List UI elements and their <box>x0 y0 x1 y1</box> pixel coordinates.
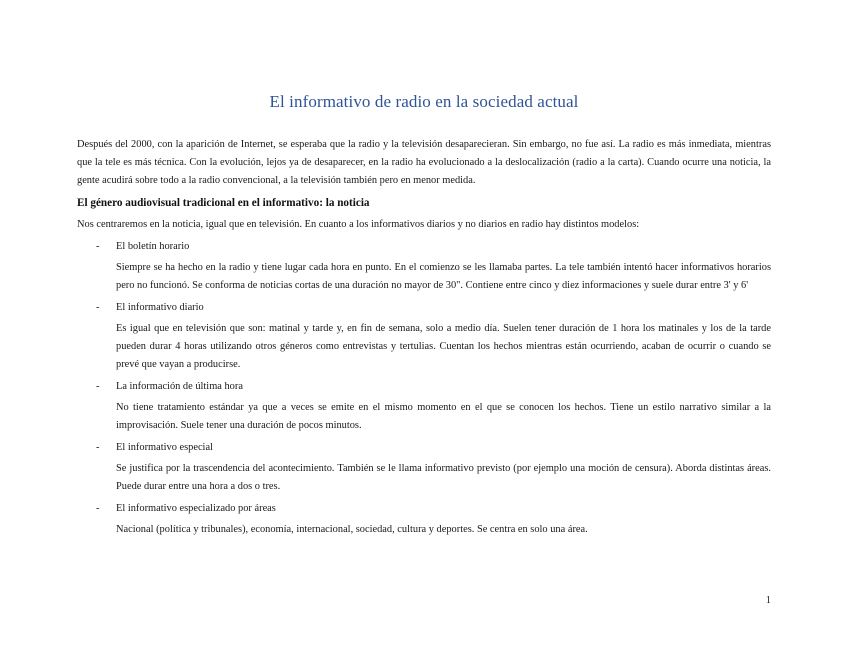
bullet-dash: - <box>96 503 100 514</box>
list-item <box>77 378 771 435</box>
models-list <box>77 238 771 539</box>
list-item-title: El informativo diario <box>116 302 204 313</box>
list-item-title: El informativo especializado por áreas <box>116 503 276 514</box>
page-number: 1 <box>765 595 771 606</box>
list-item <box>77 439 771 496</box>
list-item-title: El informativo especial <box>116 442 213 453</box>
document-title: El informativo de radio en la sociedad actual <box>269 92 579 111</box>
list-item-body: Siempre se ha hecho en la radio y tiene lugar cada hora en punto. En el comienzo se les llamaba partes. La tele también intentó hacer informativos horarios pero no funcionó. Se conforma de noticias cortas de una duración no mayor de 30". Contiene entre cinco y diez informaciones y suele durar entre 3' y 6' <box>116 262 771 291</box>
bullet-dash: - <box>96 442 100 453</box>
list-item-title: El boletín horario <box>116 241 190 252</box>
bullet-dash: - <box>96 302 100 313</box>
section-intro-paragraph: Nos centraremos en la noticia, igual que en televisión. En cuanto a los informativos diarios y no diarios en radio hay distintos modelos: <box>77 219 640 230</box>
list-item-body: No tiene tratamiento estándar ya que a veces se emite en el mismo momento en el que se conocen los hechos. Tiene un estilo narrativo similar a la improvisación. Suele tener una duración de pocos minutos. <box>116 402 771 431</box>
bullet-dash: - <box>96 381 100 392</box>
document-body <box>77 136 771 543</box>
list-item-body: Nacional (política y tribunales), economía, internacional, sociedad, cultura y deportes. Se centra en solo una área. <box>116 524 588 535</box>
section-heading: El género audiovisual tradicional en el informativo: la noticia <box>77 197 370 209</box>
list-item-body: Se justifica por la trascendencia del acontecimiento. También se le llama informativo previsto (por ejemplo una moción de censura). Aborda distintas áreas. Puede durar entre una hora a dos o tres. <box>116 463 771 492</box>
list-item <box>77 299 771 374</box>
list-item-body: Es igual que en televisión que son: matinal y tarde y, en fin de semana, solo a medio día. Suelen tener duración de 1 hora los matinales y los de la tarde pueden durar 4 horas utilizando otros géneros como entrevistas y tertulias. Cuentan los hechos mientras están ocurriendo, acaban de ocurrir o cuando se prevé que vayan a producirse. <box>116 323 771 370</box>
bullet-dash: - <box>96 241 100 252</box>
list-item <box>77 500 771 539</box>
list-item <box>77 238 771 295</box>
intro-paragraph: Después del 2000, con la aparición de Internet, se esperaba que la radio y la televisión desaparecieran. Sin embargo, no fue así. La radio es más inmediata, mientras que la tele es más técnica. Con la evolución, lejos ya de desaparecer, en la radio ha evolucionado a la deslocalización (radio a la carta). Cuando ocurre una noticia, la gente acudirá sobre todo a la radio convencional, a la televisión también pero en menor medida. <box>77 139 771 186</box>
list-item-title: La información de última hora <box>116 381 243 392</box>
